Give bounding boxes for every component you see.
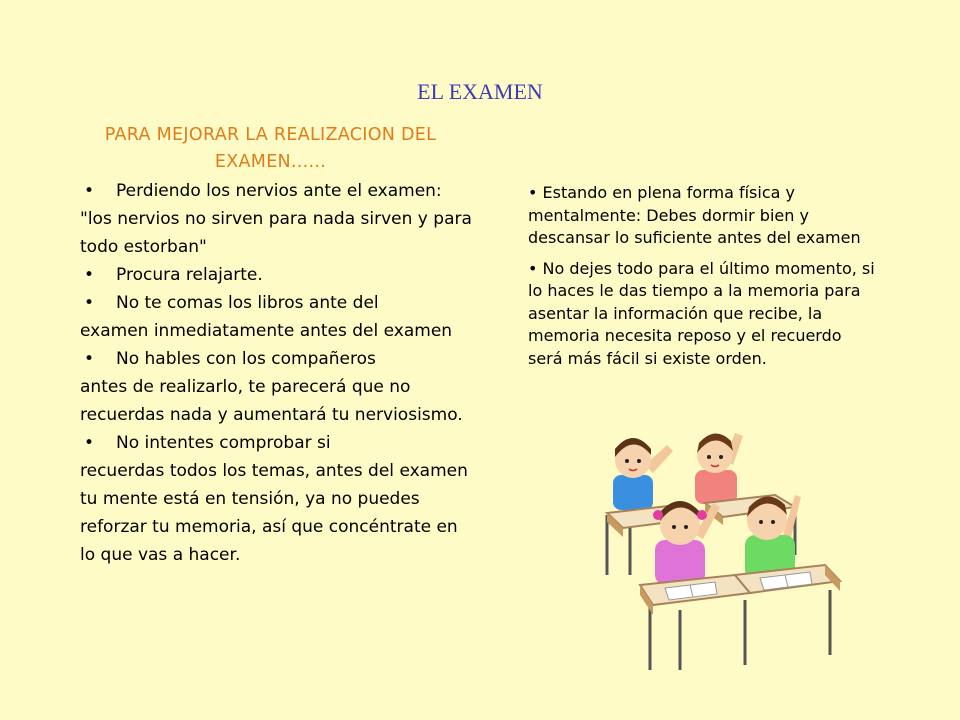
bullet-text: Procura relajarte. — [116, 265, 263, 285]
bullet-continuation: recuerdas todos los temas, antes del examen tu mente está en tensión, ya no puedes reforzar tu memoria, así que concéntrate en lo que vas a hacer. — [80, 461, 468, 565]
paragraph: • Estando en plena forma física y mentalmente: Debes dormir bien y descansar lo suficiente antes del examen — [528, 183, 861, 247]
bullet-icon: • — [84, 181, 95, 201]
bullet-icon: • — [84, 293, 95, 313]
paragraph: • No dejes todo para el último momento, si lo haces le das tiempo a la memoria para asentar la información que recibe, la memoria necesita reposo y el recuerdo será más fácil si existe orden. — [528, 258, 875, 368]
boy-raising-hand — [695, 433, 743, 504]
bullet-item — [80, 429, 475, 457]
bullet-icon: • — [84, 349, 95, 369]
bullet-icon: • — [84, 433, 95, 453]
slide-title: EL EXAMEN — [417, 79, 543, 104]
classroom-children-illustration — [585, 425, 855, 675]
boy-green-shirt — [745, 495, 801, 580]
bullet-text: No te comas los libros ante del — [116, 293, 379, 313]
bullet-text: Perdiendo los nervios ante el examen: — [116, 181, 442, 201]
bullet-text: No intentes comprobar si — [116, 433, 331, 453]
bullet-text: No hables con los compañeros — [116, 349, 376, 369]
bullet-continuation: examen inmediatamente antes del examen — [80, 321, 453, 341]
subtitle: PARA MEJORAR LA REALIZACION DEL EXAMEN...... — [104, 125, 437, 172]
bullet-continuation: antes de realizarlo, te parecerá que no recuerdas nada y aumentará tu nerviosismo. — [80, 377, 463, 425]
girl-raising-hand — [613, 438, 673, 510]
bullet-item — [80, 289, 475, 317]
bullet-continuation: "los nervios no sirven para nada sirven y para todo estorban" — [80, 209, 472, 257]
girl-pink-shirt — [653, 501, 720, 585]
bullet-item — [80, 261, 475, 289]
bullet-icon: • — [84, 265, 95, 285]
right-column — [528, 182, 878, 378]
bullet-item — [80, 177, 475, 205]
left-column — [80, 177, 475, 569]
bullet-item — [80, 345, 475, 373]
